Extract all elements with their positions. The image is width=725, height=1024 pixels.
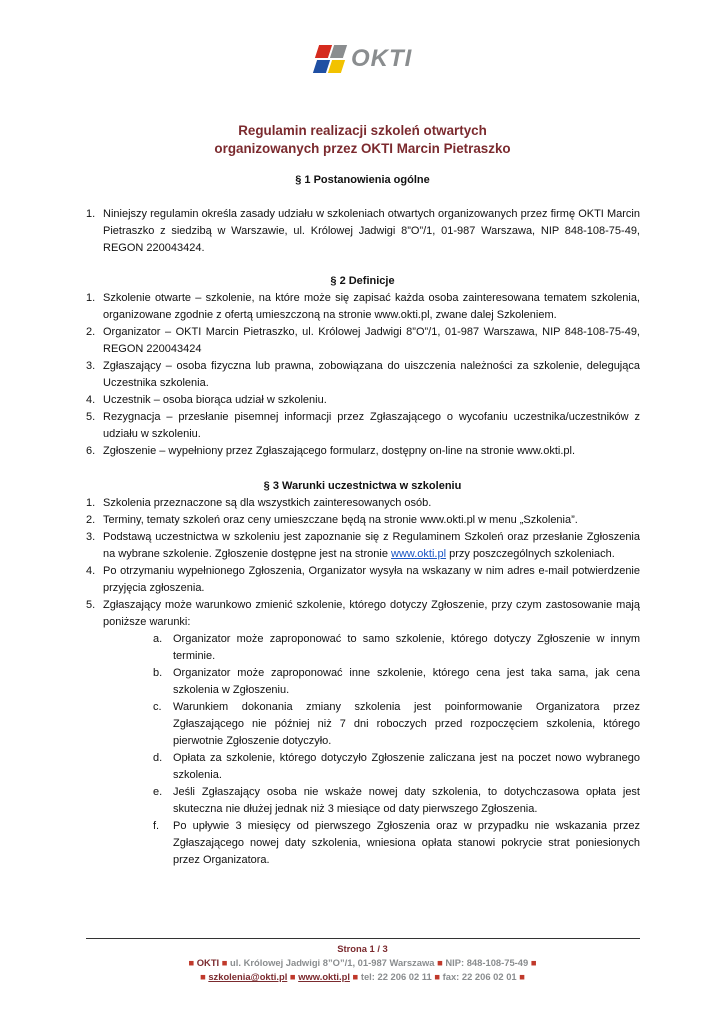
footer-company: OKTI bbox=[196, 957, 220, 968]
footer-divider bbox=[86, 938, 640, 939]
list-item: e. Jeśli Zgłaszający osoba nie wskaże nowej daty szkolenia, to dotychczasowa opłata jest skuteczna nie dłużej jednak niż 3 miesiące od daty pierwszego Zgłoszenia. bbox=[153, 786, 640, 815]
section-1-heading: § 1 Postanowienia ogólne bbox=[295, 174, 430, 186]
section-3-heading: § 3 Warunki uczestnictwa w szkoleniu bbox=[263, 480, 462, 492]
document-title bbox=[0, 122, 725, 158]
page-number: Strona 1 / 3 bbox=[337, 943, 388, 954]
section-3-sublist bbox=[86, 631, 640, 869]
footer-nip: NIP: 848-108-75-49 bbox=[445, 957, 529, 968]
title-line-1: Regulamin realizacji szkoleń otwartych bbox=[238, 123, 487, 138]
list-item: d. Opłata za szkolenie, którego dotyczyło Zgłoszenie zaliczana jest na poczet nowo wybranego szkolenia. bbox=[153, 752, 640, 781]
list-item: 5. Rezygnacja – przesłanie pisemnej informacji przez Zgłaszającego o wycofaniu uczestnika/uczestników z udziału w szkoleniu. bbox=[86, 411, 640, 440]
footer-address: ul. Królowej Jadwigi 8”O”/1, 01-987 Warszawa bbox=[230, 957, 435, 968]
sublist-wrapper bbox=[86, 631, 640, 869]
list-item: 4. Uczestnik – osoba biorąca udział w szkoleniu. bbox=[86, 394, 327, 406]
footer-website-link[interactable]: www.okti.pl bbox=[298, 971, 350, 982]
section-3-list bbox=[86, 495, 640, 631]
footer-fax: fax: 22 206 02 01 bbox=[442, 971, 517, 982]
logo-squares-icon bbox=[313, 43, 347, 75]
footer-email-link[interactable]: szkolenia@okti.pl bbox=[208, 971, 288, 982]
section-1-list bbox=[86, 206, 640, 257]
okti-website-link[interactable]: www.okti.pl bbox=[391, 548, 447, 560]
footer-contact-line: ■ szkolenia@okti.pl ■ www.okti.pl ■ tel: 22 206 02 11 ■ fax: 22 206 02 01 ■ bbox=[200, 971, 525, 982]
section-2-heading: § 2 Definicje bbox=[330, 275, 395, 287]
list-item: f. Po upływie 3 miesięcy od pierwszego Zgłoszenia oraz w przypadku nie wskazania przez Zgłaszającego nowej daty szkolenia, wniesiona opłata stanowi pokrycie strat poniesionych przez Organizatora. bbox=[153, 820, 640, 866]
list-item: 1. Szkolenia przeznaczone są dla wszystkich zainteresowanych osób. bbox=[86, 497, 432, 509]
list-item: 1. Szkolenie otwarte – szkolenie, na które może się zapisać każda osoba zainteresowana tematem szkolenia, organizowane zgodnie z ofertą umieszczoną na stronie www.okti.pl, zwane dalej Szkoleniem. bbox=[86, 292, 640, 321]
logo-text: OKTI bbox=[351, 45, 413, 72]
list-item: 5. Zgłaszający może warunkowo zmienić szkolenie, którego dotyczy Zgłoszenie, przy czym zastosowanie mają poniższe warunki: bbox=[86, 599, 640, 628]
list-item: 3. Podstawą uczestnictwa w szkoleniu jest zapoznanie się z Regulaminem Szkoleń oraz przesłanie Zgłoszenia na wybrane szkolenie. Zgłoszenie dostępne jest na stronie www.okti.pl przy poszczególnych szkoleniach. bbox=[86, 531, 640, 560]
list-item: 4. Po otrzymaniu wypełnionego Zgłoszenia, Organizator wysyła na wskazany w nim adres e-mail potwierdzenie przyjęcia zgłoszenia. bbox=[86, 565, 640, 594]
list-item: 3. Zgłaszający – osoba fizyczna lub prawna, zobowiązana do uiszczenia należności za szkolenie, delegująca Uczestnika szkolenia. bbox=[86, 360, 640, 389]
list-item: 1. Niniejszy regulamin określa zasady udziału w szkoleniach otwartych organizowanych przez firmę OKTI Marcin Pietraszko z siedzibą w Warszawie, ul. Królowej Jadwigi 8”O”/1, 01-987 Warszawa, NIP 848-108-75-49, REGON 220043424. bbox=[86, 208, 640, 254]
footer-address-line: ■ OKTI ■ ul. Królowej Jadwigi 8”O”/1, 01-987 Warszawa ■ NIP: 848-108-75-49 ■ bbox=[188, 957, 537, 968]
section-2-list bbox=[86, 290, 640, 460]
list-item: 2. Terminy, tematy szkoleń oraz ceny umieszczane będą na stronie www.okti.pl w menu „Szkolenia”. bbox=[86, 514, 578, 526]
okti-logo bbox=[313, 43, 412, 75]
footer-tel: tel: 22 206 02 11 bbox=[360, 971, 432, 982]
title-line-2: organizowanych przez OKTI Marcin Pietraszko bbox=[214, 141, 511, 156]
conditions-list bbox=[86, 631, 640, 869]
list-item: c. Warunkiem dokonania zmiany szkolenia jest poinformowanie Organizatora przez Zgłaszającego nie później niż 7 dni roboczych przed rozpoczęciem szkolenia, którego pierwotnie Zgłoszenie dotyczyło. bbox=[153, 701, 640, 747]
list-item: 6. Zgłoszenie – wypełniony przez Zgłaszającego formularz, dostępny on-line na stronie www.okti.pl. bbox=[86, 445, 576, 457]
list-item: a. Organizator może zaproponować to samo szkolenie, którego dotyczy Zgłoszenie w innym terminie. bbox=[153, 633, 640, 662]
list-item: 2. Organizator – OKTI Marcin Pietraszko, ul. Królowej Jadwigi 8”O”/1, 01-987 Warszawa, NIP 848-108-75-49, REGON 220043424 bbox=[86, 326, 640, 355]
list-item: b. Organizator może zaproponować inne szkolenie, którego cena jest taka sama, jak cena szkolenia w Zgłoszeniu. bbox=[153, 667, 640, 696]
